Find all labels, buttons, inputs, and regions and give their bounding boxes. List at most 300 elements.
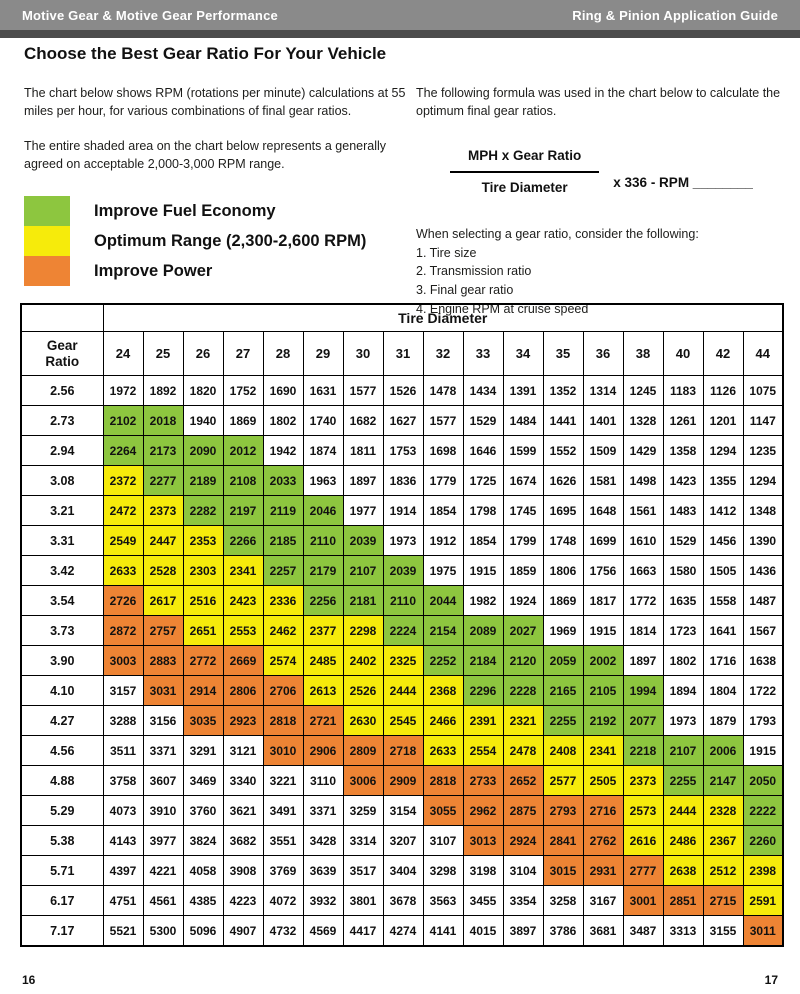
rpm-cell: 2189 bbox=[183, 466, 223, 496]
rpm-cell: 1779 bbox=[423, 466, 463, 496]
formula-fraction bbox=[450, 146, 599, 197]
intro-paragraph-1: The chart below shows RPM (rotations per minute) calculations at 55 miles per hour, for various combinations of final gear ratios. bbox=[24, 86, 406, 119]
rpm-cell: 2447 bbox=[143, 526, 183, 556]
rpm-cell: 2613 bbox=[303, 676, 343, 706]
legend-row-fuel-economy bbox=[24, 196, 366, 226]
rpm-cell: 2303 bbox=[183, 556, 223, 586]
rpm-cell: 2328 bbox=[703, 796, 743, 826]
gear-ratio-cell: 6.17 bbox=[21, 886, 103, 916]
rpm-cell: 2367 bbox=[703, 826, 743, 856]
table-row bbox=[21, 826, 783, 856]
tire-diameter-col-header: 34 bbox=[503, 332, 543, 376]
rpm-cell: 1638 bbox=[743, 646, 783, 676]
rpm-cell: 3155 bbox=[703, 916, 743, 947]
rpm-cell: 1626 bbox=[543, 466, 583, 496]
rpm-cell: 2033 bbox=[263, 466, 303, 496]
rpm-cell: 1641 bbox=[703, 616, 743, 646]
rpm-cell: 3517 bbox=[343, 856, 383, 886]
rpm-cell: 1412 bbox=[703, 496, 743, 526]
rpm-cell: 1646 bbox=[463, 436, 503, 466]
rpm-cell: 3897 bbox=[503, 916, 543, 947]
intro-paragraph-2: The entire shaded area on the chart below represents a generally agreed on acceptable 2,000-3,000 RPM range. bbox=[24, 139, 387, 172]
rpm-cell: 1682 bbox=[343, 406, 383, 436]
rpm-cell: 1942 bbox=[263, 436, 303, 466]
table-row bbox=[21, 406, 783, 436]
rpm-cell: 2875 bbox=[503, 796, 543, 826]
rpm-cell: 1126 bbox=[703, 376, 743, 406]
rpm-cell: 2883 bbox=[143, 646, 183, 676]
rpm-cell: 2321 bbox=[503, 706, 543, 736]
rpm-cell: 2402 bbox=[343, 646, 383, 676]
consideration-item: 4. Engine RPM at cruise speed bbox=[416, 301, 589, 316]
rpm-cell: 1745 bbox=[503, 496, 543, 526]
rpm-cell: 4141 bbox=[423, 916, 463, 947]
legend-row-optimum-range bbox=[24, 226, 366, 256]
rpm-cell: 2341 bbox=[223, 556, 263, 586]
rpm-cell: 2298 bbox=[343, 616, 383, 646]
rpm-cell: 2545 bbox=[383, 706, 423, 736]
rpm-cell: 3156 bbox=[143, 706, 183, 736]
page-number-left: 16 bbox=[22, 973, 36, 987]
gear-ratio-cell: 7.17 bbox=[21, 916, 103, 947]
legend-label: Improve Power bbox=[94, 261, 213, 280]
rpm-cell: 1804 bbox=[703, 676, 743, 706]
rpm-cell: 3681 bbox=[583, 916, 623, 947]
rpm-cell: 2462 bbox=[263, 616, 303, 646]
rpm-cell: 4907 bbox=[223, 916, 263, 947]
rpm-cell: 2255 bbox=[663, 766, 703, 796]
rpm-cell: 2197 bbox=[223, 496, 263, 526]
rpm-cell: 3221 bbox=[263, 766, 303, 796]
rpm-cell: 1441 bbox=[543, 406, 583, 436]
rpm-cell: 1897 bbox=[343, 466, 383, 496]
table-row bbox=[21, 766, 783, 796]
gear-ratio-cell: 4.56 bbox=[21, 736, 103, 766]
rpm-cell: 5300 bbox=[143, 916, 183, 947]
rpm-cell: 2373 bbox=[143, 496, 183, 526]
rpm-cell: 3786 bbox=[543, 916, 583, 947]
rpm-cell: 1509 bbox=[583, 436, 623, 466]
rpm-cell: 2165 bbox=[543, 676, 583, 706]
legend-swatch-fuel-economy bbox=[24, 196, 70, 226]
rpm-cell: 1811 bbox=[343, 436, 383, 466]
rpm-cell: 1799 bbox=[503, 526, 543, 556]
rpm-cell: 1690 bbox=[263, 376, 303, 406]
consideration-item: 1. Tire size bbox=[416, 245, 477, 260]
rpm-cell: 2818 bbox=[263, 706, 303, 736]
rpm-cell: 2039 bbox=[383, 556, 423, 586]
rpm-cell: 1487 bbox=[743, 586, 783, 616]
rpm-cell: 1912 bbox=[423, 526, 463, 556]
rpm-cell: 1648 bbox=[583, 496, 623, 526]
rpm-cell: 1484 bbox=[503, 406, 543, 436]
rpm-cell: 3001 bbox=[623, 886, 663, 916]
rpm-cell: 1358 bbox=[663, 436, 703, 466]
rpm-cell: 2077 bbox=[623, 706, 663, 736]
tire-diameter-header: Tire Diameter bbox=[103, 304, 783, 332]
rpm-cell: 1390 bbox=[743, 526, 783, 556]
rpm-cell: 1915 bbox=[583, 616, 623, 646]
gear-ratio-cell: 2.94 bbox=[21, 436, 103, 466]
rpm-cell: 1772 bbox=[623, 586, 663, 616]
rpm-cell: 1075 bbox=[743, 376, 783, 406]
rpm-cell: 3563 bbox=[423, 886, 463, 916]
rpm-cell: 3055 bbox=[423, 796, 463, 826]
rpm-cell: 1529 bbox=[663, 526, 703, 556]
rpm-cell: 2851 bbox=[663, 886, 703, 916]
formula-paragraph: The following formula was used in the chart below to calculate the optimum final gear ratios. bbox=[416, 86, 781, 119]
rpm-cell: 1748 bbox=[543, 526, 583, 556]
rpm-cell: 1814 bbox=[623, 616, 663, 646]
gear-ratio-cell: 3.90 bbox=[21, 646, 103, 676]
rpm-cell: 2633 bbox=[103, 556, 143, 586]
rpm-cell: 2044 bbox=[423, 586, 463, 616]
page-number-right: 17 bbox=[764, 973, 778, 987]
rpm-cell: 1577 bbox=[343, 376, 383, 406]
rpm-cell: 2224 bbox=[383, 616, 423, 646]
rpm-cell: 1894 bbox=[663, 676, 703, 706]
rpm-cell: 2185 bbox=[263, 526, 303, 556]
header-left-title: Motive Gear & Motive Gear Performance bbox=[22, 7, 278, 23]
gear-ratio-cell: 2.73 bbox=[21, 406, 103, 436]
rpm-cell: 1972 bbox=[103, 376, 143, 406]
rpm-cell: 2368 bbox=[423, 676, 463, 706]
rpm-cell: 2002 bbox=[583, 646, 623, 676]
gear-ratio-cell: 4.10 bbox=[21, 676, 103, 706]
legend-swatch-optimum-range bbox=[24, 226, 70, 256]
rpm-cell: 1716 bbox=[703, 646, 743, 676]
gear-ratio-cell: 3.54 bbox=[21, 586, 103, 616]
rpm-cell: 2478 bbox=[503, 736, 543, 766]
rpm-cell: 2105 bbox=[583, 676, 623, 706]
rpm-cell: 1859 bbox=[503, 556, 543, 586]
rpm-cell: 4058 bbox=[183, 856, 223, 886]
rpm-cell: 2050 bbox=[743, 766, 783, 796]
rpm-cell: 2512 bbox=[703, 856, 743, 886]
rpm-cell: 5096 bbox=[183, 916, 223, 947]
rpm-cell: 1914 bbox=[383, 496, 423, 526]
rpm-cell: 3288 bbox=[103, 706, 143, 736]
tire-diameter-col-header: 42 bbox=[703, 332, 743, 376]
rpm-cell: 2027 bbox=[503, 616, 543, 646]
rpm-cell: 3010 bbox=[263, 736, 303, 766]
rpm-cell: 2039 bbox=[343, 526, 383, 556]
tire-diameter-col-header: 27 bbox=[223, 332, 263, 376]
rpm-cell: 1982 bbox=[463, 586, 503, 616]
rpm-cell: 1610 bbox=[623, 526, 663, 556]
rpm-cell: 3258 bbox=[543, 886, 583, 916]
rpm-cell: 3259 bbox=[343, 796, 383, 826]
color-legend bbox=[24, 196, 366, 286]
rpm-cell: 1261 bbox=[663, 406, 703, 436]
gear-ratio-cell: 5.29 bbox=[21, 796, 103, 826]
rpm-cell: 3011 bbox=[743, 916, 783, 947]
rpm-cell: 3932 bbox=[303, 886, 343, 916]
rpm-cell: 2353 bbox=[183, 526, 223, 556]
rpm-cell: 2806 bbox=[223, 676, 263, 706]
rpm-cell: 2264 bbox=[103, 436, 143, 466]
rpm-cell: 1314 bbox=[583, 376, 623, 406]
rpm-cell: 1820 bbox=[183, 376, 223, 406]
rpm-cell: 2110 bbox=[303, 526, 343, 556]
rpm-cell: 2184 bbox=[463, 646, 503, 676]
table-row bbox=[21, 496, 783, 526]
rpm-cell: 4072 bbox=[263, 886, 303, 916]
rpm-cell: 2762 bbox=[583, 826, 623, 856]
rpm-cell: 1940 bbox=[183, 406, 223, 436]
rpm-cell: 2577 bbox=[543, 766, 583, 796]
rpm-cell: 1429 bbox=[623, 436, 663, 466]
rpm-cell: 2906 bbox=[303, 736, 343, 766]
rpm-cell: 2505 bbox=[583, 766, 623, 796]
rpm-cell: 1756 bbox=[583, 556, 623, 586]
page-title: Choose the Best Gear Ratio For Your Vehicle bbox=[24, 44, 387, 63]
rpm-cell: 3678 bbox=[383, 886, 423, 916]
rpm-cell: 1456 bbox=[703, 526, 743, 556]
rpm-cell: 1355 bbox=[703, 466, 743, 496]
rpm-cell: 2255 bbox=[543, 706, 583, 736]
rpm-cell: 2472 bbox=[103, 496, 143, 526]
rpm-cell: 2528 bbox=[143, 556, 183, 586]
rpm-cell: 3314 bbox=[343, 826, 383, 856]
rpm-cell: 3824 bbox=[183, 826, 223, 856]
rpm-cell: 3404 bbox=[383, 856, 423, 886]
gear-ratio-cell: 3.31 bbox=[21, 526, 103, 556]
rpm-cell: 2372 bbox=[103, 466, 143, 496]
rpm-cell: 3908 bbox=[223, 856, 263, 886]
rpm-cell: 2716 bbox=[583, 796, 623, 826]
rpm-cell: 2516 bbox=[183, 586, 223, 616]
rpm-cell: 1869 bbox=[223, 406, 263, 436]
rpm-cell: 1580 bbox=[663, 556, 703, 586]
rpm-cell: 2108 bbox=[223, 466, 263, 496]
rpm-cell: 2591 bbox=[743, 886, 783, 916]
rpm-cell: 1505 bbox=[703, 556, 743, 586]
gear-ratio-cell: 2.56 bbox=[21, 376, 103, 406]
table-row bbox=[21, 886, 783, 916]
rpm-cell: 4274 bbox=[383, 916, 423, 947]
rpm-cell: 2252 bbox=[423, 646, 463, 676]
tire-diameter-col-header: 32 bbox=[423, 332, 463, 376]
rpm-cell: 1802 bbox=[263, 406, 303, 436]
rpm-cell: 3769 bbox=[263, 856, 303, 886]
rpm-table bbox=[20, 303, 784, 947]
consideration-item: 3. Final gear ratio bbox=[416, 283, 514, 297]
rpm-cell: 1836 bbox=[383, 466, 423, 496]
rpm-cell: 2336 bbox=[263, 586, 303, 616]
rpm-cell: 1969 bbox=[543, 616, 583, 646]
rpm-cell: 1973 bbox=[663, 706, 703, 736]
rpm-cell: 1699 bbox=[583, 526, 623, 556]
rpm-cell: 1874 bbox=[303, 436, 343, 466]
rpm-cell: 2119 bbox=[263, 496, 303, 526]
rpm-cell: 1235 bbox=[743, 436, 783, 466]
rpm-cell: 2110 bbox=[383, 586, 423, 616]
rpm-cell: 2651 bbox=[183, 616, 223, 646]
rpm-cell: 1924 bbox=[503, 586, 543, 616]
table-corner-cell bbox=[21, 304, 103, 332]
rpm-cell: 3104 bbox=[503, 856, 543, 886]
rpm-cell: 3607 bbox=[143, 766, 183, 796]
rpm-cell: 3760 bbox=[183, 796, 223, 826]
rpm-cell: 2154 bbox=[423, 616, 463, 646]
rpm-cell: 3639 bbox=[303, 856, 343, 886]
formula-suffix: x 336 - RPM ________ bbox=[613, 174, 753, 190]
rpm-cell: 2277 bbox=[143, 466, 183, 496]
rpm-cell: 1854 bbox=[463, 526, 503, 556]
rpm-cell: 3910 bbox=[143, 796, 183, 826]
rpm-cell: 2107 bbox=[663, 736, 703, 766]
rpm-cell: 2408 bbox=[543, 736, 583, 766]
rpm-cell: 4073 bbox=[103, 796, 143, 826]
rpm-cell: 1975 bbox=[423, 556, 463, 586]
legend-swatch-power bbox=[24, 256, 70, 286]
rpm-cell: 2373 bbox=[623, 766, 663, 796]
rpm-cell: 3198 bbox=[463, 856, 503, 886]
table-row bbox=[21, 706, 783, 736]
rpm-cell: 3006 bbox=[343, 766, 383, 796]
rpm-cell: 1529 bbox=[463, 406, 503, 436]
tire-diameter-col-header: 31 bbox=[383, 332, 423, 376]
rpm-cell: 3154 bbox=[383, 796, 423, 826]
rpm-cell: 3371 bbox=[303, 796, 343, 826]
table-row bbox=[21, 586, 783, 616]
rpm-cell: 4751 bbox=[103, 886, 143, 916]
rpm-cell: 1635 bbox=[663, 586, 703, 616]
rpm-cell: 2486 bbox=[663, 826, 703, 856]
rpm-cell: 2554 bbox=[463, 736, 503, 766]
rpm-cell: 1581 bbox=[583, 466, 623, 496]
rpm-cell: 2466 bbox=[423, 706, 463, 736]
rpm-cell: 2059 bbox=[543, 646, 583, 676]
rpm-cell: 2574 bbox=[263, 646, 303, 676]
rpm-cell: 2549 bbox=[103, 526, 143, 556]
tire-diameter-col-header: 30 bbox=[343, 332, 383, 376]
rpm-cell: 2173 bbox=[143, 436, 183, 466]
rpm-cell: 3110 bbox=[303, 766, 343, 796]
formula-column bbox=[416, 84, 788, 319]
rpm-cell: 2706 bbox=[263, 676, 303, 706]
rpm-cell: 1798 bbox=[463, 496, 503, 526]
rpm-cell: 2257 bbox=[263, 556, 303, 586]
rpm-cell: 3487 bbox=[623, 916, 663, 947]
rpm-cell: 4223 bbox=[223, 886, 263, 916]
rpm-cell: 5521 bbox=[103, 916, 143, 947]
rpm-cell: 1752 bbox=[223, 376, 263, 406]
rpm-cell: 1977 bbox=[343, 496, 383, 526]
rpm-cell: 3107 bbox=[423, 826, 463, 856]
rpm-cell: 4561 bbox=[143, 886, 183, 916]
rpm-cell: 1627 bbox=[383, 406, 423, 436]
rpm-cell: 4569 bbox=[303, 916, 343, 947]
considerations-title: When selecting a gear ratio, consider the following: bbox=[416, 227, 699, 242]
table-row bbox=[21, 376, 783, 406]
tire-diameter-col-header: 40 bbox=[663, 332, 703, 376]
rpm-cell: 2102 bbox=[103, 406, 143, 436]
rpm-cell: 3035 bbox=[183, 706, 223, 736]
table-row bbox=[21, 526, 783, 556]
rpm-cell: 3121 bbox=[223, 736, 263, 766]
rpm-cell: 3758 bbox=[103, 766, 143, 796]
tire-diameter-col-header: 29 bbox=[303, 332, 343, 376]
table-row bbox=[21, 466, 783, 496]
gear-ratio-cell: 5.38 bbox=[21, 826, 103, 856]
rpm-cell: 3031 bbox=[143, 676, 183, 706]
table-row bbox=[21, 856, 783, 886]
table-row bbox=[21, 796, 783, 826]
rpm-cell: 3682 bbox=[223, 826, 263, 856]
rpm-cell: 4385 bbox=[183, 886, 223, 916]
rpm-cell: 3801 bbox=[343, 886, 383, 916]
rpm-cell: 2391 bbox=[463, 706, 503, 736]
rpm-cell: 2218 bbox=[623, 736, 663, 766]
rpm-cell: 2924 bbox=[503, 826, 543, 856]
rpm-cell: 1663 bbox=[623, 556, 663, 586]
rpm-cell: 2909 bbox=[383, 766, 423, 796]
rpm-cell: 3371 bbox=[143, 736, 183, 766]
formula-denominator: Tire Diameter bbox=[481, 179, 568, 195]
gear-ratio-cell: 5.71 bbox=[21, 856, 103, 886]
rpm-cell: 2633 bbox=[423, 736, 463, 766]
rpm-cell: 2669 bbox=[223, 646, 263, 676]
rpm-cell: 3313 bbox=[663, 916, 703, 947]
rpm-cell: 2777 bbox=[623, 856, 663, 886]
rpm-cell: 2444 bbox=[663, 796, 703, 826]
rpm-cell: 3455 bbox=[463, 886, 503, 916]
rpm-cell: 1245 bbox=[623, 376, 663, 406]
consideration-item: 2. Transmission ratio bbox=[416, 264, 532, 279]
rpm-cell: 2107 bbox=[343, 556, 383, 586]
rpm-cell: 2757 bbox=[143, 616, 183, 646]
rpm-cell: 2715 bbox=[703, 886, 743, 916]
table-row bbox=[21, 556, 783, 586]
rpm-cell: 3977 bbox=[143, 826, 183, 856]
rpm-cell: 3511 bbox=[103, 736, 143, 766]
rpm-cell: 3340 bbox=[223, 766, 263, 796]
rpm-cell: 1434 bbox=[463, 376, 503, 406]
rpm-cell: 3157 bbox=[103, 676, 143, 706]
rpm-cell: 2423 bbox=[223, 586, 263, 616]
rpm-cell: 1698 bbox=[423, 436, 463, 466]
rpm-cell: 4732 bbox=[263, 916, 303, 947]
tire-diameter-col-header: 28 bbox=[263, 332, 303, 376]
gear-ratio-cell: 3.08 bbox=[21, 466, 103, 496]
rpm-cell: 3298 bbox=[423, 856, 463, 886]
formula-numerator: MPH x Gear Ratio bbox=[450, 146, 599, 173]
rpm-cell: 1695 bbox=[543, 496, 583, 526]
rpm-cell: 1817 bbox=[583, 586, 623, 616]
table-row bbox=[21, 916, 783, 947]
tire-diameter-col-header: 33 bbox=[463, 332, 503, 376]
tire-diameter-col-header: 38 bbox=[623, 332, 663, 376]
rpm-cell: 2181 bbox=[343, 586, 383, 616]
rpm-cell: 1994 bbox=[623, 676, 663, 706]
rpm-cell: 2006 bbox=[703, 736, 743, 766]
rpm-cell: 1879 bbox=[703, 706, 743, 736]
rpm-cell: 1558 bbox=[703, 586, 743, 616]
rpm-cell: 2018 bbox=[143, 406, 183, 436]
rpm-cell: 1423 bbox=[663, 466, 703, 496]
rpm-cell: 2377 bbox=[303, 616, 343, 646]
rpm-cell: 4417 bbox=[343, 916, 383, 947]
header-bar-shadow bbox=[0, 30, 800, 38]
rpm-cell: 1328 bbox=[623, 406, 663, 436]
table-header-row-tire bbox=[21, 304, 783, 332]
table-row bbox=[21, 736, 783, 766]
rpm-cell: 2553 bbox=[223, 616, 263, 646]
rpm-cell: 2841 bbox=[543, 826, 583, 856]
header-right-title: Ring & Pinion Application Guide bbox=[572, 7, 778, 23]
